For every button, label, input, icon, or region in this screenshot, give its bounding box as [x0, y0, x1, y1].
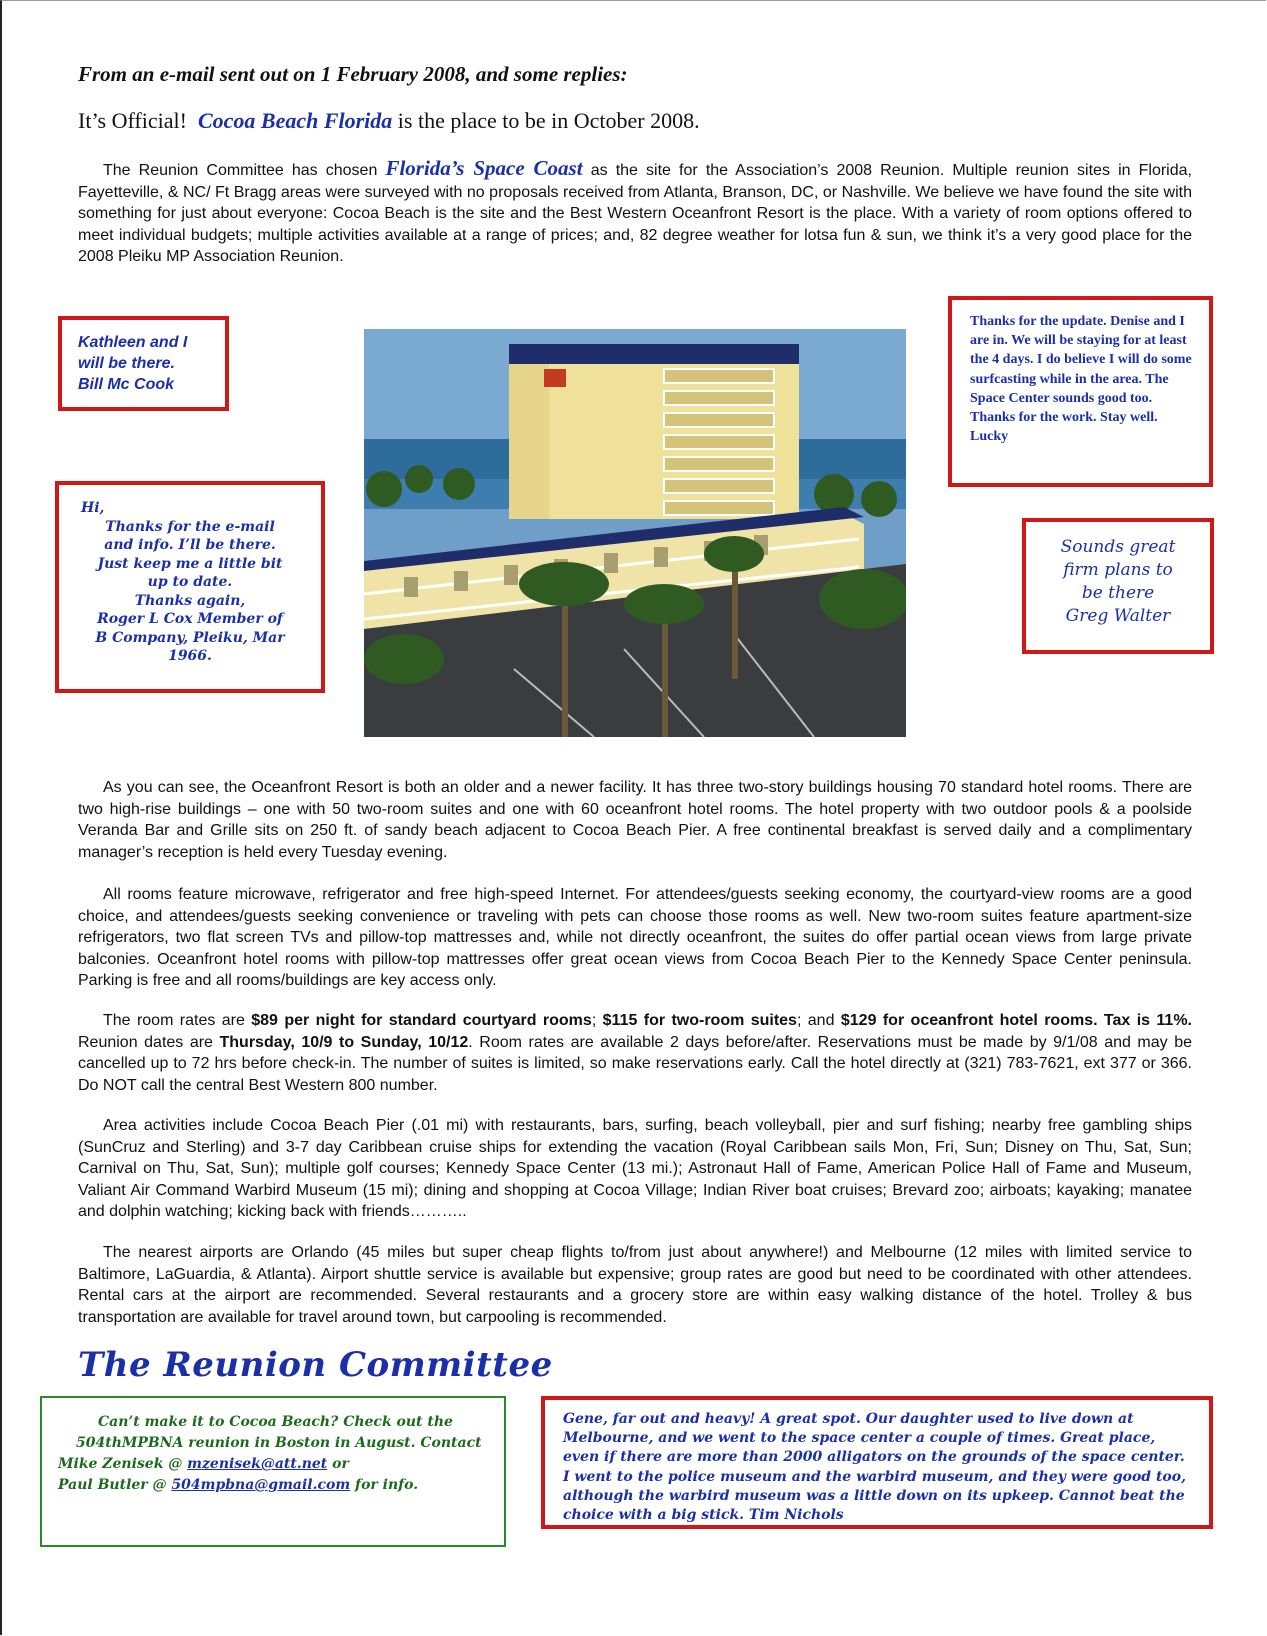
space-coast-highlight: Florida’s Space Coast: [385, 156, 583, 180]
mike-email-link[interactable]: mzenisek@att.net: [187, 1456, 328, 1472]
activities-paragraph: Area activities include Cocoa Beach Pier (.01 mi) with restaurants, bars, surfing, beach volleyball, pier and surf fishing; nearby free gambling ships (SunCruz and Sterling) and 3-7 day Caribbean cruise ships for extending the vacation (Royal Caribbean sails Mon, Fri, Sun; Disney on Thu, Sat, Sun; Carnival on Thu, Sat, Sun); multiple golf courses; Kennedy Space Center (13 mi.); Astronaut Hall of Fame, American Police Hall of Fame and Museum, Valiant Air Command Warbird Museum (15 mi); dining and shopping at Cocoa Village; Indian River boat cruises; Brevard zoo; airboats; kayaking; manatee and dolphin watching; kicking back with friends………..: [78, 1117, 1192, 1220]
official-suffix: is the place to be in October 2008.: [397, 108, 700, 133]
reply-nichols: Gene, far out and heavy! A great spot. Our daughter used to live down at Melbourne, and we went to the space center a couple of times. Great place, even if there are more than 2000 alligators on the grounds of the space center. I went to the police museum and the warbird museum, and they were good too, although the warbird museum was a little down on its upkeep. Cannot beat the choice with a big stick. Tim Nichols: [541, 1396, 1213, 1529]
airports-paragraph: The nearest airports are Orlando (45 miles but super cheap flights to/from just about anywhere!) and Melbourne (12 miles with limited service to Baltimore, LaGuardia, & Atlanta). Airport shuttle service is available but expensive; group rates are good but need to be coordinated with other attendees. Rental cars at the airport are recommended. Several restaurants and a grocery store are within easy walking distance of the hotel. Trolley & bus transportation are available for travel around town, but carpooling is recommended.: [78, 1244, 1192, 1326]
hotel-illustration: [364, 329, 906, 737]
reply-cox: Hi, Thanks for the e-mail and info. I’ll be there. Just keep me a little bit up to date. Thanks again, Roger L Cox Member of B Company, Pleiku, Mar 1966.: [55, 481, 325, 693]
reply-mccook: Kathleen and I will be there. Bill Mc Cook: [58, 316, 229, 411]
rooms-paragraph: All rooms feature microwave, refrigerator and free high-speed Internet. For attendees/guests seeking economy, the courtyard-view rooms are a good choice, and attendees/guests seeking convenience or traveling with pets can choose those rooms as well. New two-room suites feature apartment-size refrigerators, two flat screen TVs and pillow-top mattresses and, while not directly oceanfront, the suites do offer partial ocean views from large private balconies. Oceanfront hotel rooms with pillow-top mattresses offer great ocean views from Cocoa Beach Pier to the Kennedy Space Center peninsula. Parking is free and all rooms/buildings are key access only.: [78, 886, 1192, 989]
rate-courtyard: $89 per night for standard courtyard rooms: [251, 1012, 592, 1029]
rate-suites: $115 for two-room suites: [602, 1012, 797, 1029]
committee-signature: The Reunion Committee: [78, 1345, 553, 1385]
resort-paragraph: As you can see, the Oceanfront Resort is both an older and a newer facility. It has three two-story buildings housing 70 standard hotel rooms. There are two high-rise buildings – one with 50 two-room suites and one with 60 oceanfront hotel rooms. The hotel property with two outdoor pools & a poolside Veranda Bar and Grille sits on 250 ft. of sandy beach adjacent to Cocoa Beach Pier. A free continental breakfast is served daily and a complimentary manager’s reception is held every Tuesday evening.: [78, 779, 1192, 861]
paul-email-link[interactable]: 504mpbna@gmail.com: [171, 1477, 351, 1493]
intro-paragraph: The Reunion Committee has chosen Florida’s Space Coast as the site for the Association’s 2008 Reunion. Multiple reunion sites in Florida, Fayetteville, & NC/ Ft Bragg areas were surveyed with no proposals received from Atlanta, Branson, DC, or Nashville. We believe we have found the site with something for just about everyone: Cocoa Beach is the site and the Best Western Oceanfront Resort is the place. With a variety of room options offered to meet individual budgets; multiple activities available at a range of prices; and, 82 degree weather for lotsa fun & sun, we think it’s a very good place for the 2008 Pleiku MP Association Reunion.: [78, 156, 1192, 265]
official-prefix: It’s Official!: [78, 108, 187, 133]
official-location: Cocoa Beach Florida: [197, 108, 393, 133]
rates-paragraph: The room rates are $89 per night for standard courtyard rooms; $115 for two-room suites; and $129 for oceanfront hotel rooms. Tax is 11%. Reunion dates are Thursday, 10/9 to Sunday, 10/12. Room rates are available 2 days before/after. Reservations must be made by 9/1/08 and may be cancelled up to 72 hrs before check-in. The number of suites is limited, so make reservations early. Call the hotel directly at (321) 783-7621, ext 377 or 366. Do NOT call the central Best Western 800 number.: [78, 1012, 1192, 1094]
boston-reunion-box: Can’t make it to Cocoa Beach? Check out the 504thMPBNA reunion in Boston in August. Contact Mike Zenisek @ mzenisek@att.net or Paul Butler @ 504mpbna@gmail.com for info.: [40, 1396, 506, 1547]
reunion-dates: Thursday, 10/9 to Sunday, 10/12: [219, 1033, 469, 1051]
reply-lucky: Thanks for the update. Denise and I are in. We will be staying for at least the 4 days. I do believe I will do some surfcasting while in the area. The Space Center sounds good too. Thanks for the work. Stay well. Lucky: [948, 296, 1213, 487]
hotel-photo: [364, 329, 906, 737]
email-header: From an e-mail sent out on 1 February 2008, and some replies:: [78, 62, 628, 86]
reply-walter: Sounds great firm plans to be there Greg Walter: [1022, 518, 1214, 654]
official-announcement: [78, 108, 700, 134]
rate-oceanfront: $129 for oceanfront hotel rooms. Tax is 11%.: [840, 1012, 1192, 1029]
